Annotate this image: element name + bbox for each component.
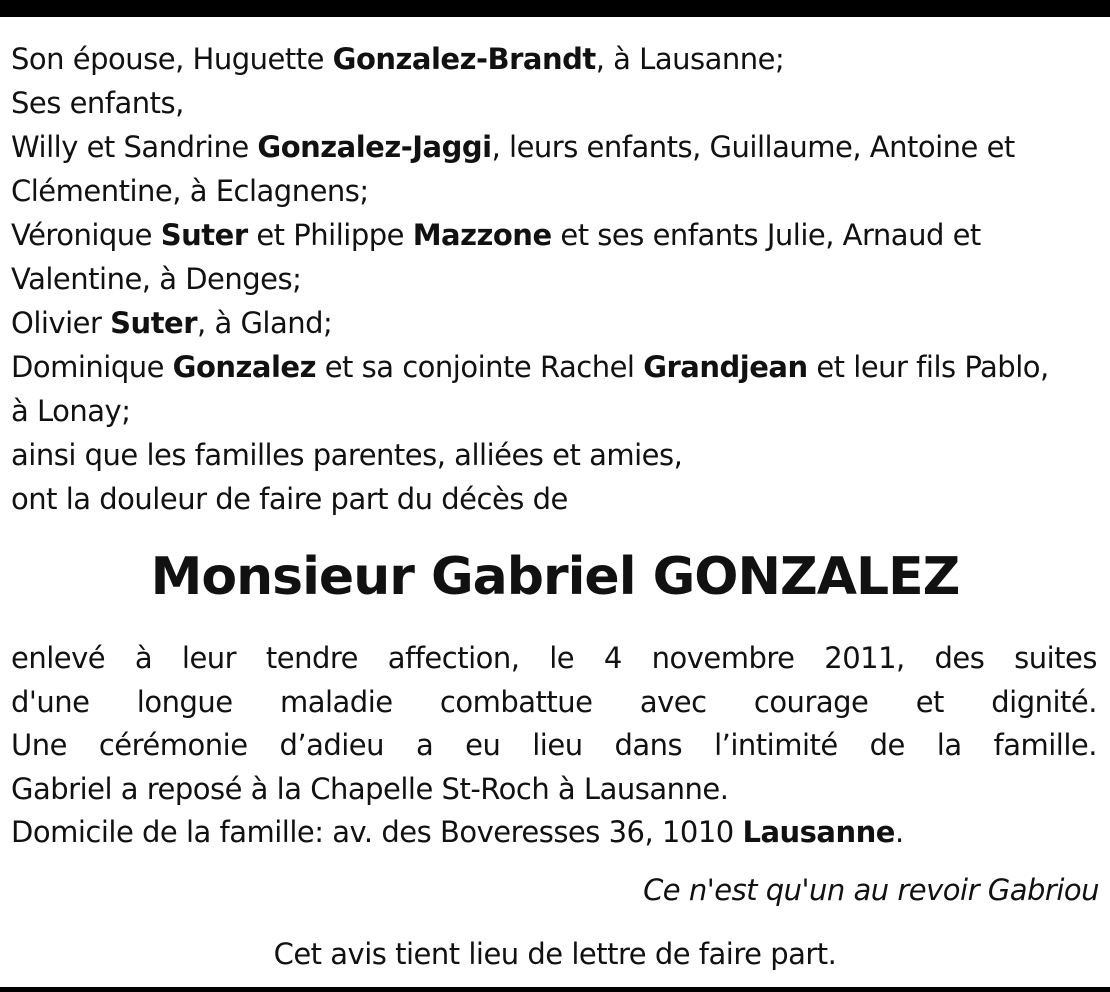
domicile-address: Domicile de la famille: av. des Boveresses 36, 1010	[11, 815, 743, 849]
text-segment: Olivier	[11, 306, 111, 340]
surname: Gonzalez-Brandt	[332, 42, 596, 76]
surname: Suter	[110, 306, 198, 340]
text-segment: ont la douleur de faire part du décès de	[11, 482, 568, 516]
bottom-border-rule	[0, 987, 1110, 992]
obituary-body	[11, 637, 1097, 855]
body-line: enlevé à leur tendre affection, le 4 novembre 2011, des suites	[11, 641, 1097, 675]
family-line-willy-cont	[11, 169, 1097, 213]
text-segment: Willy et Sandrine	[11, 130, 258, 164]
domicile-city: Lausanne	[742, 815, 895, 849]
surname: Mazzone	[412, 218, 552, 252]
body-line-chapel: Gabriel a reposé à la Chapelle St-Roch à Lausanne.	[11, 771, 729, 806]
surname: Suter	[160, 218, 248, 252]
text-segment: et ses enfants Julie, Arnaud et	[551, 218, 981, 252]
family-line-veronique-cont	[11, 257, 1097, 301]
family-line-olivier	[11, 301, 1097, 345]
domicile-line	[11, 811, 1097, 855]
family-list	[11, 37, 1097, 521]
family-line-veronique	[11, 213, 1097, 257]
text-segment: , à Gland;	[197, 306, 333, 340]
domicile-suffix: .	[894, 815, 904, 849]
family-line-announcement	[11, 477, 1097, 521]
family-line-willy	[11, 125, 1097, 169]
family-line-relatives	[11, 433, 1097, 477]
body-line: Une cérémonie d’adieu a eu lieu dans l’intimité de la famille.	[11, 728, 1097, 762]
text-segment: Dominique	[11, 350, 173, 384]
surname: Gonzalez-Jaggi	[257, 130, 492, 164]
family-line-dominique-cont	[11, 389, 1097, 433]
family-line-dominique	[11, 345, 1097, 389]
text-segment: et Philippe	[247, 218, 413, 252]
text-segment: Clémentine, à Eclagnens;	[11, 174, 369, 208]
text-segment: Ses enfants,	[11, 86, 184, 120]
surname: Grandjean	[643, 350, 808, 384]
text-segment: Son épouse, Huguette	[11, 42, 333, 76]
family-line-children-heading	[11, 81, 1097, 125]
text-segment: Valentine, à Denges;	[11, 262, 302, 296]
text-segment: , leurs enfants, Guillaume, Antoine et	[491, 130, 1015, 164]
text-segment: , à Lausanne;	[595, 42, 785, 76]
notice-line: Cet avis tient lieu de lettre de faire part.	[273, 937, 837, 971]
text-segment: et leur fils Pablo,	[807, 350, 1049, 384]
surname: Gonzalez	[172, 350, 316, 384]
text-segment: Véronique	[11, 218, 161, 252]
farewell-motto: Ce n'est qu'un au revoir Gabriou	[643, 873, 1099, 907]
top-border-bar	[0, 0, 1110, 17]
family-line-spouse	[11, 37, 1097, 81]
text-segment: et sa conjointe Rachel	[315, 350, 644, 384]
deceased-name-heading: Monsieur Gabriel GONZALEZ	[150, 547, 960, 607]
text-segment: ainsi que les familles parentes, alliées et amies,	[11, 438, 683, 472]
text-segment: à Lonay;	[11, 394, 131, 428]
body-line: d'une longue maladie combattue avec courage et dignité.	[11, 684, 1097, 719]
